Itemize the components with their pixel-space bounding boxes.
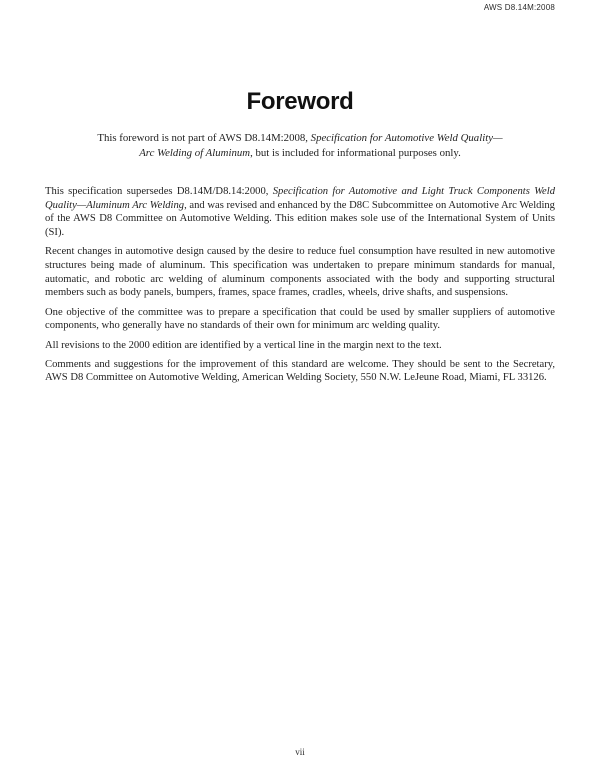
paragraph-1-text-end: , and was revised and enhanced by the D8C Subcommittee on Automotive Arc Welding of the AWS D8 Committee on Automotive Welding. This edition makes sole use of the International System of Units (SI). (45, 199, 555, 239)
disclaimer-text-end: , but is included for informational purposes only. (250, 146, 461, 159)
foreword-disclaimer-line2 (45, 146, 555, 161)
disclaimer-text-start: This foreword is not part of AWS D8.14M:2008, (97, 132, 311, 144)
paragraph-comments: Comments and suggestions for the improvement of this standard are welcome. They should be sent to the Secretary, AWS D8 Committee on Automotive Welding, American Welding Society, 550 N.W. LeJeune Road, Miami, FL 33126. (45, 358, 555, 384)
paragraph-supersedes (45, 185, 555, 240)
foreword-body (45, 185, 555, 391)
superseded-title-italic: Specification for Automotive and Light Truck Components Weld Quality—Aluminum Arc Welding (45, 186, 555, 211)
cited-title-part2: Arc Welding of Aluminum (139, 146, 251, 159)
page-number: vii (295, 747, 305, 757)
paragraph-objective: One objective of the committee was to prepare a specification that could be used by smaller suppliers of automotive components, who generally have no standards of their own for minimum arc welding quality. (45, 306, 555, 332)
paragraph-1-text-start: This specification supersedes D8.14M/D8.14:2000, (45, 186, 273, 197)
foreword-disclaimer-line1 (45, 131, 555, 146)
cited-title-part1: Specification for Automotive Weld Quality— (310, 132, 503, 144)
foreword-disclaimer (45, 131, 555, 161)
paragraph-revisions: All revisions to the 2000 edition are identified by a vertical line in the margin next to the text. (45, 339, 442, 351)
document-code: AWS D8.14M:2008 (483, 3, 555, 12)
paragraph-recent-changes: Recent changes in automotive design caused by the desire to reduce fuel consumption have resulted in new automotive structures being made of aluminum. This specification was undertaken to prepare minimum standards for manual, automatic, and robotic arc welding of aluminum components associated with the body and supporting structural members such as body panels, bumpers, frames, space frames, cradles, wheels, drive shafts, and suspensions. (45, 246, 555, 299)
page-title: Foreword (246, 88, 354, 115)
